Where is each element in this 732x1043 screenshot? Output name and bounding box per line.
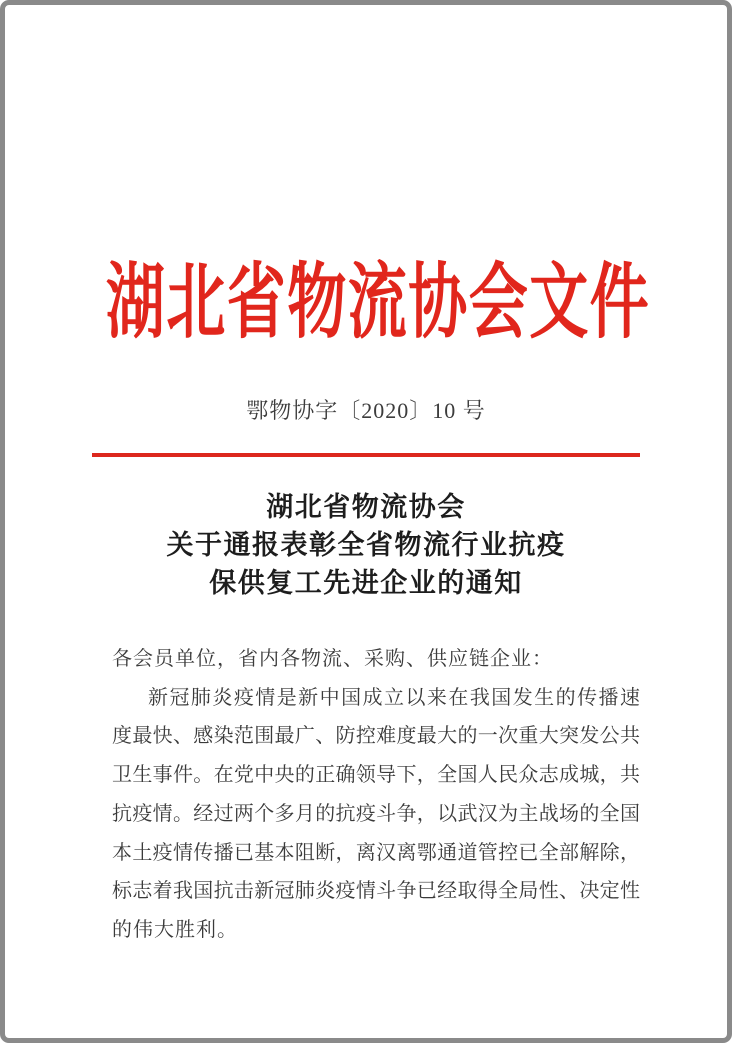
letterhead xyxy=(0,250,732,356)
notice-title-line-2: 关于通报表彰全省物流行业抗疫 xyxy=(166,530,566,560)
document-body xyxy=(112,640,640,950)
notice-title-line-3: 保供复工先进企业的通知 xyxy=(209,568,523,598)
paragraph-line: 的伟大胜利。 xyxy=(112,918,238,941)
paragraph-line: 卫生事件。在党中央的正确领导下，全国人民众志成城，共 xyxy=(112,764,640,787)
notice-title xyxy=(0,488,732,602)
paragraph-line: 新冠肺炎疫情是新中国成立以来在我国发生的传播速 xyxy=(148,686,640,709)
notice-title-line-1: 湖北省物流协会 xyxy=(266,492,466,522)
org-title-text: 湖北省物流协会文件 xyxy=(105,257,651,348)
paragraph-line: 度最快、感染范围最广、防控难度最大的一次重大突发公共 xyxy=(112,725,640,748)
paragraph-line: 本土疫情传播已基本阻断，离汉离鄂通道管控已全部解除， xyxy=(112,841,640,864)
paragraph-line: 抗疫情。经过两个多月的抗疫斗争，以武汉为主战场的全国 xyxy=(112,802,640,825)
salutation-line: 各会员单位，省内各物流、采购、供应链企业： xyxy=(112,648,553,670)
paragraph-line: 标志着我国抗击新冠肺炎疫情斗争已经取得全局性、决定性 xyxy=(112,880,640,903)
document-number: 鄂物协字〔2020〕10 号 xyxy=(246,398,486,423)
red-divider-line xyxy=(92,453,640,457)
